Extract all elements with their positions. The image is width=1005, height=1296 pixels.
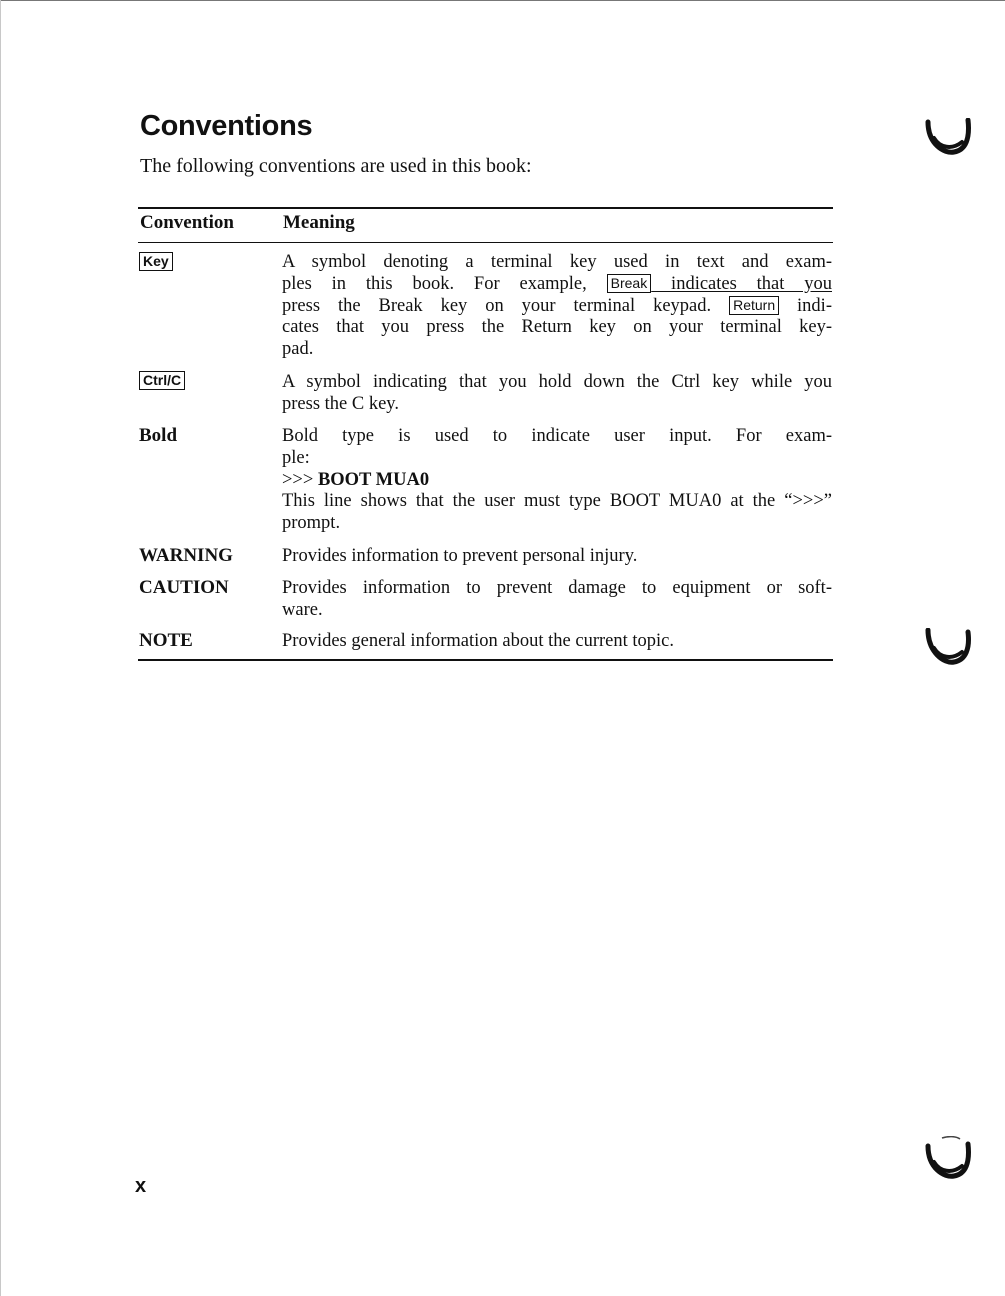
- meaning-line: ples in this book. For example, Break indicates that you: [282, 273, 832, 294]
- meaning-line: Provides general information about the current topic.: [282, 631, 674, 651]
- table-top-rule: [138, 207, 833, 209]
- keycap-break: Break: [607, 274, 652, 293]
- meaning-line: pad.: [282, 339, 314, 360]
- meaning-line: ple:: [282, 447, 310, 468]
- meaning-line: A symbol indicating that you hold down the Ctrl key while you: [282, 372, 832, 392]
- convention-caution: CAUTION: [139, 577, 229, 598]
- convention-key: [139, 251, 173, 273]
- convention-ctrl-c: [139, 370, 185, 392]
- page-number: x: [135, 1175, 147, 1197]
- keycap-return: Return: [729, 296, 779, 315]
- command-prompt: >>>: [282, 469, 314, 490]
- meaning-line: prompt.: [282, 513, 341, 534]
- meaning-bold: [282, 426, 832, 535]
- meaning-line: A symbol denoting a terminal key used in text and exam-: [282, 252, 832, 272]
- intro-text: The following conventions are used in this book:: [140, 155, 532, 177]
- binder-hole-icon: [924, 118, 972, 158]
- convention-note: NOTE: [139, 630, 193, 651]
- keycap-ctrl-c: Ctrl/C: [139, 371, 185, 390]
- meaning-key: [282, 252, 832, 361]
- meaning-caution: [282, 578, 832, 622]
- meaning-line: Provides information to prevent damage to equipment or soft-: [282, 578, 832, 598]
- page-edge-left: [0, 0, 1, 1296]
- meaning-line: Provides information to prevent personal injury.: [282, 546, 638, 566]
- command-input: BOOT MUA0: [317, 469, 430, 490]
- meaning-line: Bold type is used to indicate user input. For exam-: [282, 426, 832, 446]
- keycap-key: Key: [139, 252, 173, 271]
- meaning-ctrl-c: [282, 372, 832, 416]
- meaning-line: ware.: [282, 599, 323, 620]
- meaning-note: [282, 631, 832, 653]
- page-edge-top: [0, 0, 1005, 1]
- meaning-line: press the C key.: [282, 393, 399, 414]
- binder-hole-icon: [924, 1136, 972, 1182]
- header-convention: Convention: [140, 212, 234, 233]
- convention-bold: Bold: [139, 425, 178, 446]
- convention-warning: WARNING: [139, 545, 233, 566]
- meaning-line: cates that you press the Return key on your terminal key-: [282, 317, 832, 338]
- meaning-line: press the Break key on your terminal keypad. Return indi-: [282, 295, 832, 316]
- binder-hole-icon: [924, 628, 972, 668]
- example-command-line: [282, 470, 832, 492]
- table-bottom-rule: [138, 659, 833, 661]
- meaning-warning: [282, 546, 832, 568]
- header-meaning: Meaning: [283, 212, 355, 233]
- table-header-rule: [138, 242, 833, 243]
- page-title: Conventions: [140, 110, 313, 142]
- meaning-line: This line shows that the user must type BOOT MUA0 at the “>>>”: [282, 491, 832, 512]
